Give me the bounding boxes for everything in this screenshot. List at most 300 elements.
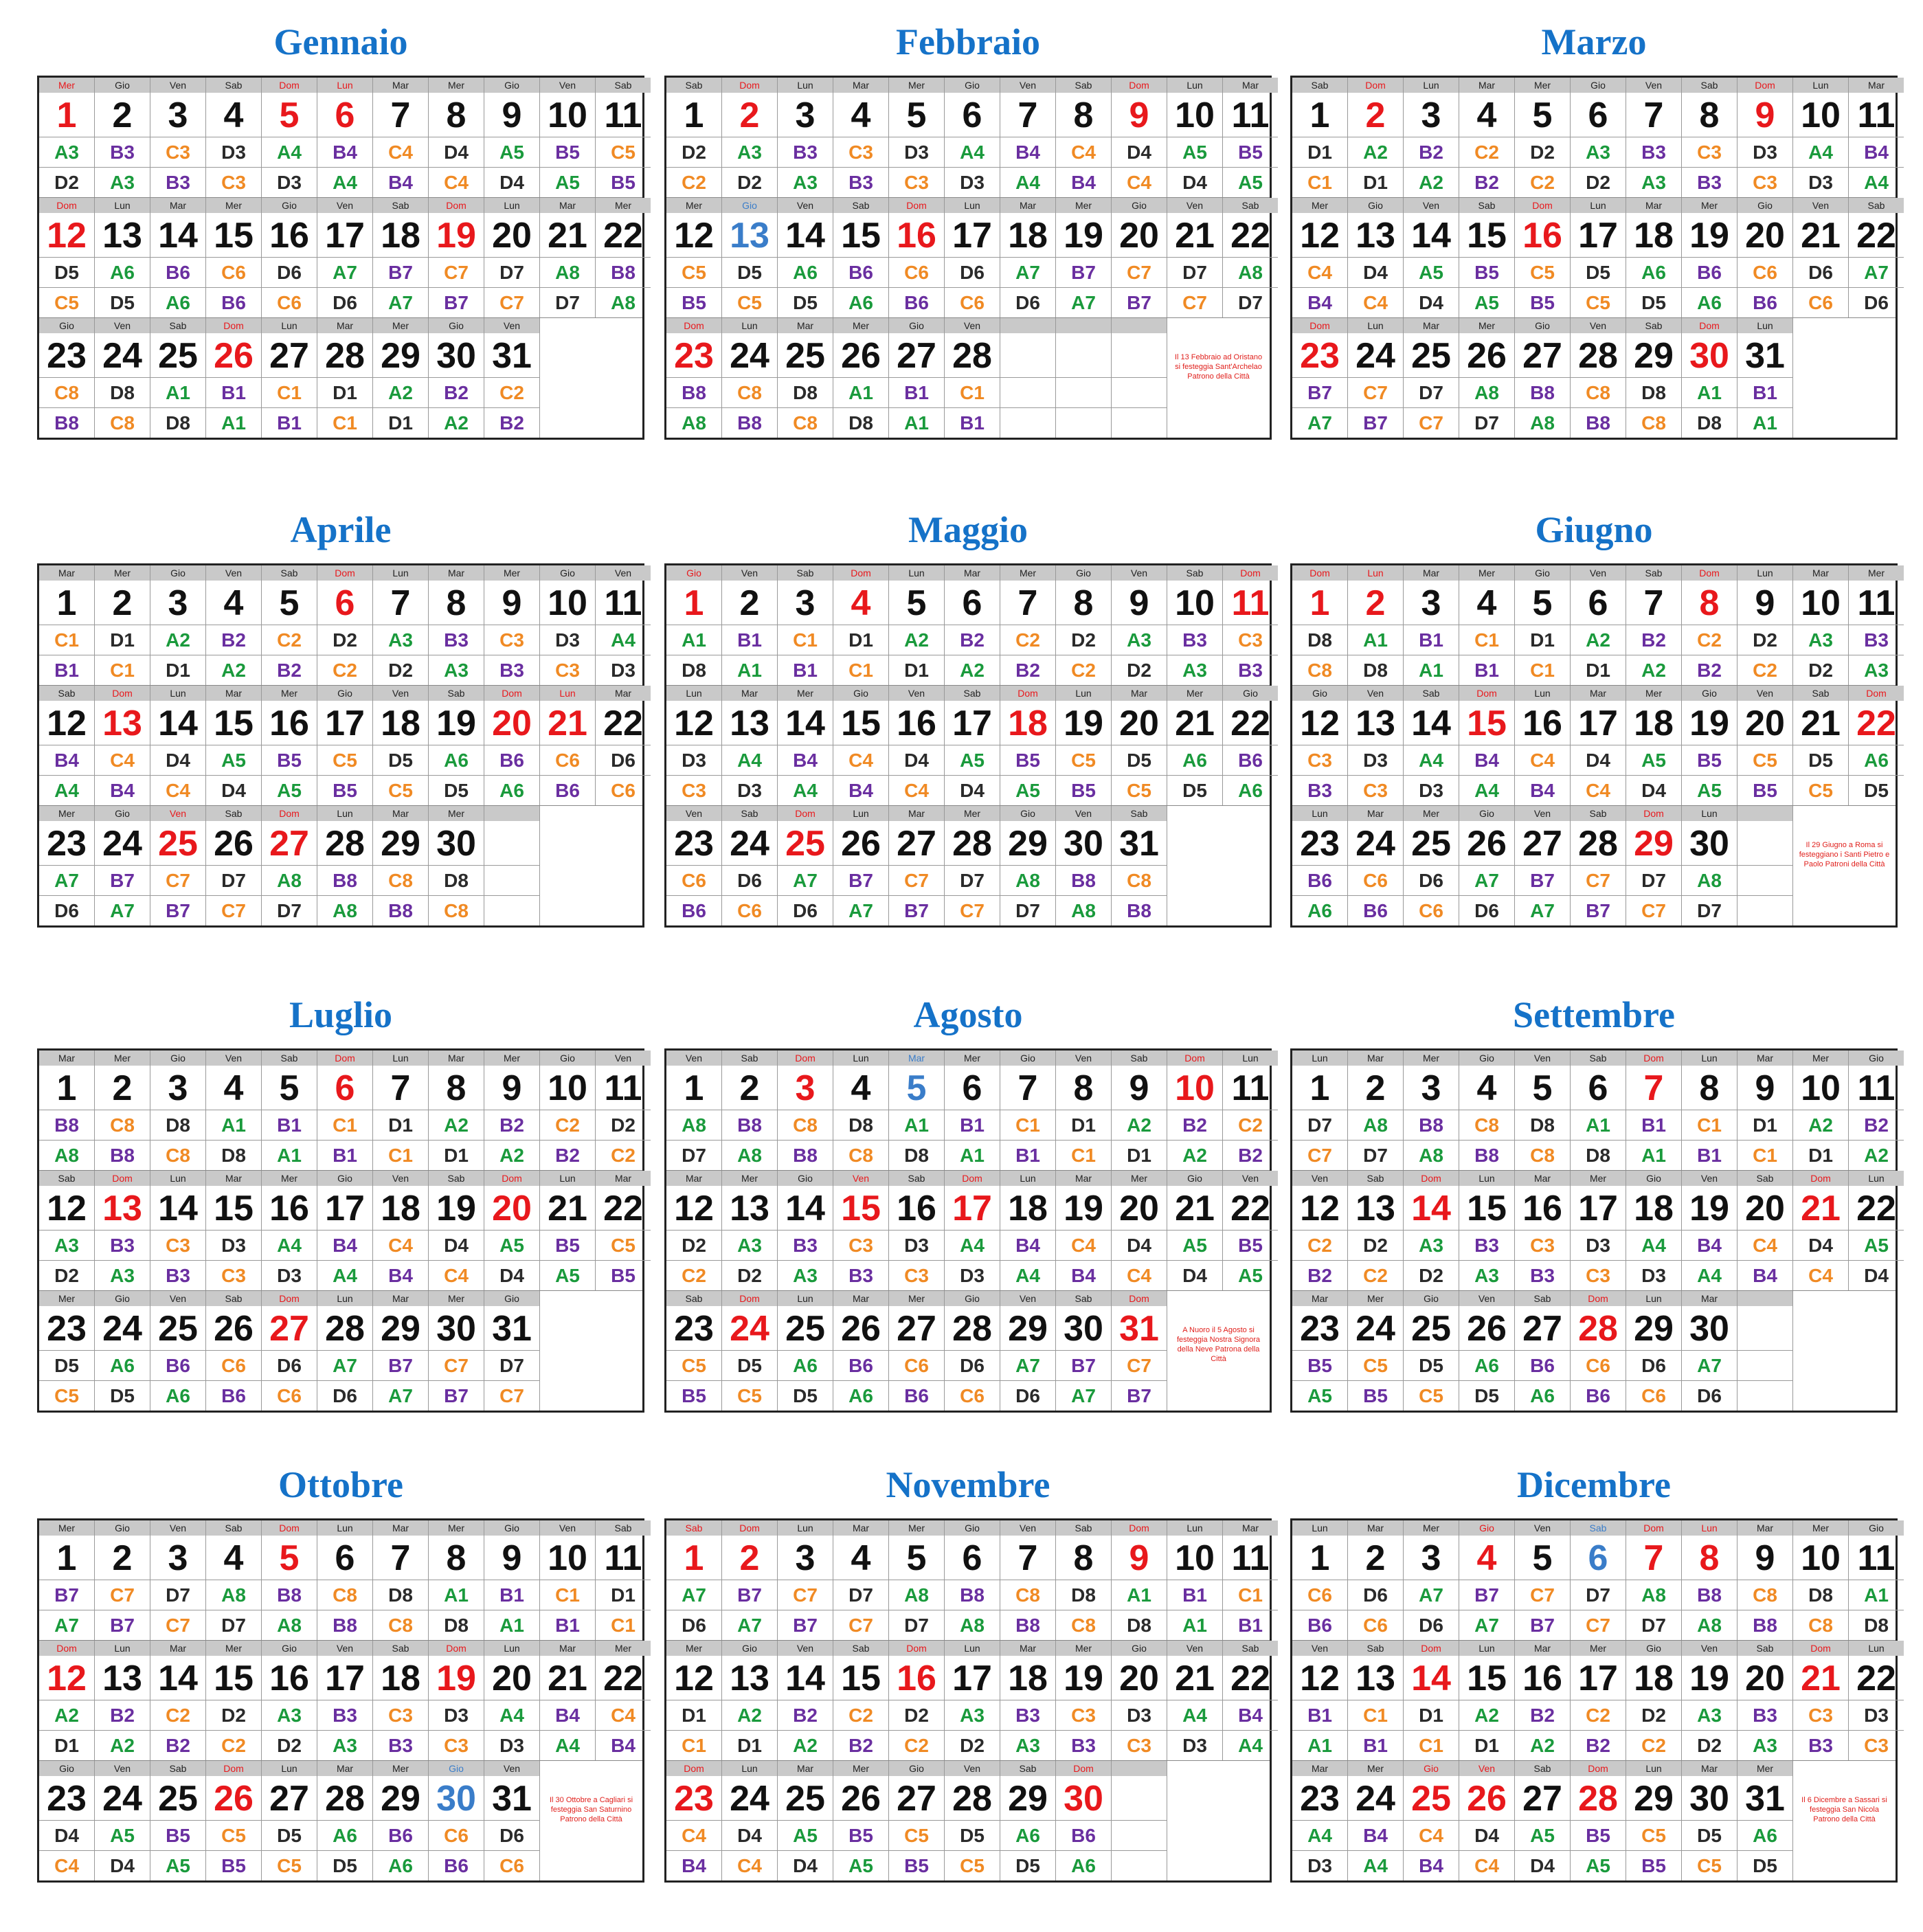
day-cell[interactable]: [205, 1520, 261, 1640]
day-cell[interactable]: [1681, 1520, 1737, 1640]
day-cell[interactable]: [1514, 1761, 1570, 1880]
day-cell[interactable]: [666, 1051, 721, 1170]
day-cell[interactable]: [94, 1641, 150, 1760]
day-cell[interactable]: [1000, 686, 1055, 805]
day-cell[interactable]: [721, 1051, 777, 1170]
day-cell[interactable]: [1167, 1051, 1222, 1170]
day-cell[interactable]: [721, 1761, 777, 1880]
day-cell[interactable]: [1737, 1051, 1792, 1170]
day-cell[interactable]: [539, 1520, 595, 1640]
day-cell[interactable]: [1000, 78, 1055, 197]
day-cell[interactable]: [1222, 1051, 1278, 1170]
day-cell[interactable]: [595, 198, 651, 317]
day-cell[interactable]: [944, 78, 1000, 197]
day-cell[interactable]: [1000, 1051, 1055, 1170]
day-cell[interactable]: [428, 1051, 484, 1170]
day-cell[interactable]: [428, 1761, 484, 1880]
day-cell[interactable]: [94, 565, 150, 685]
day-cell[interactable]: [261, 1641, 317, 1760]
day-cell[interactable]: [777, 1641, 833, 1760]
day-cell[interactable]: [39, 1761, 94, 1880]
day-cell[interactable]: [94, 78, 150, 197]
day-cell[interactable]: [833, 565, 888, 685]
day-cell[interactable]: [150, 198, 205, 317]
day-cell[interactable]: [1570, 1291, 1626, 1411]
day-cell[interactable]: [317, 1171, 372, 1290]
day-cell[interactable]: [1626, 1761, 1681, 1880]
day-cell[interactable]: [1347, 565, 1403, 685]
day-cell[interactable]: [1055, 686, 1111, 805]
day-cell[interactable]: [1792, 686, 1848, 805]
day-cell[interactable]: [1737, 1520, 1792, 1640]
day-cell[interactable]: [372, 318, 428, 438]
day-cell[interactable]: [150, 318, 205, 438]
day-cell[interactable]: [1514, 318, 1570, 438]
day-cell[interactable]: [1681, 318, 1737, 438]
day-cell[interactable]: [1848, 1171, 1904, 1290]
day-cell[interactable]: [1848, 198, 1904, 317]
day-cell[interactable]: [317, 78, 372, 197]
day-cell[interactable]: [1347, 806, 1403, 925]
day-cell[interactable]: [1055, 1171, 1111, 1290]
day-cell[interactable]: [484, 1641, 539, 1760]
day-cell[interactable]: [888, 1761, 944, 1880]
day-cell[interactable]: [1737, 198, 1792, 317]
day-cell[interactable]: [666, 1761, 721, 1880]
day-cell[interactable]: [1347, 318, 1403, 438]
day-cell[interactable]: [1167, 686, 1222, 805]
day-cell[interactable]: [1000, 1641, 1055, 1760]
day-cell[interactable]: [39, 1051, 94, 1170]
day-cell[interactable]: [1000, 806, 1055, 925]
day-cell[interactable]: [261, 806, 317, 925]
day-cell[interactable]: [428, 1520, 484, 1640]
day-cell[interactable]: [150, 1520, 205, 1640]
day-cell[interactable]: [1792, 1171, 1848, 1290]
day-cell[interactable]: [777, 198, 833, 317]
day-cell[interactable]: [1792, 1051, 1848, 1170]
day-cell[interactable]: [484, 1520, 539, 1640]
day-cell[interactable]: [1111, 1291, 1167, 1411]
day-cell[interactable]: [1292, 78, 1347, 197]
day-cell[interactable]: [1000, 1761, 1055, 1880]
day-cell[interactable]: [595, 565, 651, 685]
day-cell[interactable]: [944, 1761, 1000, 1880]
day-cell[interactable]: [1222, 1641, 1278, 1760]
day-cell[interactable]: [1737, 686, 1792, 805]
day-cell[interactable]: [1111, 806, 1167, 925]
day-cell[interactable]: [1737, 1171, 1792, 1290]
day-cell[interactable]: [1347, 686, 1403, 805]
day-cell[interactable]: [94, 1171, 150, 1290]
day-cell[interactable]: [888, 686, 944, 805]
day-cell[interactable]: [833, 806, 888, 925]
day-cell[interactable]: [1459, 1051, 1514, 1170]
day-cell[interactable]: [372, 1520, 428, 1640]
day-cell[interactable]: [1848, 78, 1904, 197]
day-cell[interactable]: [1737, 1761, 1792, 1880]
day-cell[interactable]: [1055, 1641, 1111, 1760]
day-cell[interactable]: [1848, 1520, 1904, 1640]
day-cell[interactable]: [94, 1761, 150, 1880]
day-cell[interactable]: [1848, 686, 1904, 805]
day-cell[interactable]: [317, 565, 372, 685]
day-cell[interactable]: [595, 1641, 651, 1760]
day-cell[interactable]: [1570, 806, 1626, 925]
day-cell[interactable]: [1626, 198, 1681, 317]
day-cell[interactable]: [94, 686, 150, 805]
day-cell[interactable]: [1570, 1641, 1626, 1760]
day-cell[interactable]: [721, 1291, 777, 1411]
day-cell[interactable]: [1222, 686, 1278, 805]
day-cell[interactable]: [1737, 318, 1792, 438]
day-cell[interactable]: [428, 318, 484, 438]
day-cell[interactable]: [833, 1291, 888, 1411]
day-cell[interactable]: [1403, 1641, 1459, 1760]
day-cell[interactable]: [1459, 1641, 1514, 1760]
day-cell[interactable]: [666, 1171, 721, 1290]
day-cell[interactable]: [888, 1520, 944, 1640]
day-cell[interactable]: [1570, 1761, 1626, 1880]
day-cell[interactable]: [1222, 1171, 1278, 1290]
day-cell[interactable]: [39, 1641, 94, 1760]
day-cell[interactable]: [1111, 1051, 1167, 1170]
day-cell[interactable]: [1848, 565, 1904, 685]
day-cell[interactable]: [1459, 78, 1514, 197]
day-cell[interactable]: [1514, 78, 1570, 197]
day-cell[interactable]: [205, 198, 261, 317]
day-cell[interactable]: [205, 565, 261, 685]
day-cell[interactable]: [39, 565, 94, 685]
day-cell[interactable]: [539, 565, 595, 685]
day-cell[interactable]: [1403, 1520, 1459, 1640]
day-cell[interactable]: [1292, 1520, 1347, 1640]
day-cell[interactable]: [1626, 1291, 1681, 1411]
day-cell[interactable]: [1570, 318, 1626, 438]
day-cell[interactable]: [1514, 686, 1570, 805]
day-cell[interactable]: [1681, 78, 1737, 197]
day-cell[interactable]: [944, 198, 1000, 317]
day-cell[interactable]: [1514, 198, 1570, 317]
day-cell[interactable]: [1848, 1641, 1904, 1760]
day-cell[interactable]: [1570, 686, 1626, 805]
day-cell[interactable]: [721, 1641, 777, 1760]
day-cell[interactable]: [777, 806, 833, 925]
day-cell[interactable]: [1681, 1641, 1737, 1760]
day-cell[interactable]: [1459, 565, 1514, 685]
day-cell[interactable]: [428, 1171, 484, 1290]
day-cell[interactable]: [261, 1171, 317, 1290]
day-cell[interactable]: [317, 1520, 372, 1640]
day-cell[interactable]: [1626, 565, 1681, 685]
day-cell[interactable]: [1514, 1171, 1570, 1290]
day-cell[interactable]: [39, 1171, 94, 1290]
day-cell[interactable]: [1626, 686, 1681, 805]
day-cell[interactable]: [1403, 1051, 1459, 1170]
day-cell[interactable]: [428, 1291, 484, 1411]
day-cell[interactable]: [539, 1641, 595, 1760]
day-cell[interactable]: [1681, 1761, 1737, 1880]
day-cell[interactable]: [888, 1641, 944, 1760]
day-cell[interactable]: [1792, 1641, 1848, 1760]
day-cell[interactable]: [539, 686, 595, 805]
day-cell[interactable]: [539, 1171, 595, 1290]
day-cell[interactable]: [261, 1051, 317, 1170]
day-cell[interactable]: [1681, 565, 1737, 685]
day-cell[interactable]: [1737, 1641, 1792, 1760]
day-cell[interactable]: [1292, 1171, 1347, 1290]
day-cell[interactable]: [261, 686, 317, 805]
day-cell[interactable]: [372, 806, 428, 925]
day-cell[interactable]: [261, 198, 317, 317]
day-cell[interactable]: [1681, 806, 1737, 925]
day-cell[interactable]: [1111, 1641, 1167, 1760]
day-cell[interactable]: [372, 1291, 428, 1411]
day-cell[interactable]: [1403, 806, 1459, 925]
day-cell[interactable]: [1111, 565, 1167, 685]
day-cell[interactable]: [317, 318, 372, 438]
day-cell[interactable]: [1681, 1051, 1737, 1170]
day-cell[interactable]: [1292, 1291, 1347, 1411]
day-cell[interactable]: [317, 198, 372, 317]
day-cell[interactable]: [777, 565, 833, 685]
day-cell[interactable]: [1514, 806, 1570, 925]
day-cell[interactable]: [205, 1761, 261, 1880]
day-cell[interactable]: [666, 1641, 721, 1760]
day-cell[interactable]: [1347, 1520, 1403, 1640]
day-cell[interactable]: [666, 806, 721, 925]
day-cell[interactable]: [428, 806, 484, 925]
day-cell[interactable]: [1848, 1051, 1904, 1170]
day-cell[interactable]: [1459, 1291, 1514, 1411]
day-cell[interactable]: [1000, 1520, 1055, 1640]
day-cell[interactable]: [261, 1520, 317, 1640]
day-cell[interactable]: [1292, 565, 1347, 685]
day-cell[interactable]: [372, 686, 428, 805]
day-cell[interactable]: [539, 78, 595, 197]
day-cell[interactable]: [888, 1051, 944, 1170]
day-cell[interactable]: [1514, 565, 1570, 685]
day-cell[interactable]: [372, 565, 428, 685]
day-cell[interactable]: [484, 565, 539, 685]
day-cell[interactable]: [317, 686, 372, 805]
day-cell[interactable]: [1792, 1520, 1848, 1640]
day-cell[interactable]: [205, 806, 261, 925]
day-cell[interactable]: [1347, 78, 1403, 197]
day-cell[interactable]: [205, 78, 261, 197]
day-cell[interactable]: [944, 1641, 1000, 1760]
day-cell[interactable]: [1681, 1291, 1737, 1411]
day-cell[interactable]: [833, 198, 888, 317]
day-cell[interactable]: [833, 686, 888, 805]
day-cell[interactable]: [372, 1051, 428, 1170]
day-cell[interactable]: [150, 1291, 205, 1411]
day-cell[interactable]: [666, 565, 721, 685]
day-cell[interactable]: [205, 686, 261, 805]
day-cell[interactable]: [777, 1171, 833, 1290]
day-cell[interactable]: [944, 565, 1000, 685]
day-cell[interactable]: [944, 1291, 1000, 1411]
day-cell[interactable]: [150, 1171, 205, 1290]
day-cell[interactable]: [39, 318, 94, 438]
day-cell[interactable]: [150, 1051, 205, 1170]
day-cell[interactable]: [1222, 565, 1278, 685]
day-cell[interactable]: [777, 686, 833, 805]
day-cell[interactable]: [317, 1291, 372, 1411]
day-cell[interactable]: [1403, 565, 1459, 685]
day-cell[interactable]: [1403, 1291, 1459, 1411]
day-cell[interactable]: [721, 565, 777, 685]
day-cell[interactable]: [833, 1761, 888, 1880]
day-cell[interactable]: [1792, 565, 1848, 685]
day-cell[interactable]: [721, 686, 777, 805]
day-cell[interactable]: [666, 318, 721, 438]
day-cell[interactable]: [1292, 1761, 1347, 1880]
day-cell[interactable]: [1055, 806, 1111, 925]
day-cell[interactable]: [484, 198, 539, 317]
day-cell[interactable]: [1737, 78, 1792, 197]
day-cell[interactable]: [150, 1641, 205, 1760]
day-cell[interactable]: [888, 806, 944, 925]
day-cell[interactable]: [1222, 1520, 1278, 1640]
day-cell[interactable]: [721, 806, 777, 925]
day-cell[interactable]: [1111, 1171, 1167, 1290]
day-cell[interactable]: [94, 198, 150, 317]
day-cell[interactable]: [1055, 1761, 1111, 1880]
day-cell[interactable]: [1514, 1051, 1570, 1170]
day-cell[interactable]: [539, 1051, 595, 1170]
day-cell[interactable]: [1055, 565, 1111, 685]
day-cell[interactable]: [1167, 1520, 1222, 1640]
day-cell[interactable]: [1459, 686, 1514, 805]
day-cell[interactable]: [150, 686, 205, 805]
day-cell[interactable]: [721, 1520, 777, 1640]
day-cell[interactable]: [777, 78, 833, 197]
day-cell[interactable]: [888, 318, 944, 438]
day-cell[interactable]: [372, 1171, 428, 1290]
day-cell[interactable]: [205, 1171, 261, 1290]
day-cell[interactable]: [317, 806, 372, 925]
day-cell[interactable]: [1459, 806, 1514, 925]
day-cell[interactable]: [888, 1171, 944, 1290]
day-cell[interactable]: [428, 1641, 484, 1760]
day-cell[interactable]: [372, 198, 428, 317]
day-cell[interactable]: [777, 318, 833, 438]
day-cell[interactable]: [1222, 78, 1278, 197]
day-cell[interactable]: [721, 198, 777, 317]
day-cell[interactable]: [1570, 78, 1626, 197]
day-cell[interactable]: [1459, 1171, 1514, 1290]
day-cell[interactable]: [721, 1171, 777, 1290]
day-cell[interactable]: [1347, 1641, 1403, 1760]
day-cell[interactable]: [39, 686, 94, 805]
day-cell[interactable]: [1055, 1051, 1111, 1170]
day-cell[interactable]: [1403, 1761, 1459, 1880]
day-cell[interactable]: [777, 1520, 833, 1640]
day-cell[interactable]: [1000, 1171, 1055, 1290]
day-cell[interactable]: [428, 198, 484, 317]
day-cell[interactable]: [1681, 686, 1737, 805]
day-cell[interactable]: [595, 1051, 651, 1170]
day-cell[interactable]: [1292, 318, 1347, 438]
day-cell[interactable]: [1626, 318, 1681, 438]
day-cell[interactable]: [1403, 198, 1459, 317]
day-cell[interactable]: [1111, 686, 1167, 805]
day-cell[interactable]: [1626, 1171, 1681, 1290]
day-cell[interactable]: [1000, 1291, 1055, 1411]
day-cell[interactable]: [1626, 1520, 1681, 1640]
day-cell[interactable]: [428, 686, 484, 805]
day-cell[interactable]: [1347, 1051, 1403, 1170]
day-cell[interactable]: [1167, 198, 1222, 317]
day-cell[interactable]: [721, 78, 777, 197]
day-cell[interactable]: [1681, 1171, 1737, 1290]
day-cell[interactable]: [1055, 1291, 1111, 1411]
day-cell[interactable]: [1570, 565, 1626, 685]
day-cell[interactable]: [1292, 1641, 1347, 1760]
day-cell[interactable]: [833, 1641, 888, 1760]
day-cell[interactable]: [1403, 78, 1459, 197]
day-cell[interactable]: [666, 686, 721, 805]
day-cell[interactable]: [484, 1761, 539, 1880]
day-cell[interactable]: [261, 1761, 317, 1880]
day-cell[interactable]: [372, 78, 428, 197]
day-cell[interactable]: [39, 1291, 94, 1411]
day-cell[interactable]: [372, 1761, 428, 1880]
day-cell[interactable]: [539, 198, 595, 317]
day-cell[interactable]: [317, 1761, 372, 1880]
day-cell[interactable]: [1626, 806, 1681, 925]
day-cell[interactable]: [205, 1641, 261, 1760]
day-cell[interactable]: [484, 1051, 539, 1170]
day-cell[interactable]: [150, 78, 205, 197]
day-cell[interactable]: [1167, 1641, 1222, 1760]
day-cell[interactable]: [595, 1520, 651, 1640]
day-cell[interactable]: [372, 1641, 428, 1760]
day-cell[interactable]: [1403, 686, 1459, 805]
day-cell[interactable]: [944, 1051, 1000, 1170]
day-cell[interactable]: [1055, 198, 1111, 317]
day-cell[interactable]: [1347, 1171, 1403, 1290]
day-cell[interactable]: [1292, 1051, 1347, 1170]
day-cell[interactable]: [261, 1291, 317, 1411]
day-cell[interactable]: [1626, 1051, 1681, 1170]
day-cell[interactable]: [777, 1761, 833, 1880]
day-cell[interactable]: [888, 1291, 944, 1411]
day-cell[interactable]: [833, 78, 888, 197]
day-cell[interactable]: [1459, 1761, 1514, 1880]
day-cell[interactable]: [1737, 565, 1792, 685]
day-cell[interactable]: [484, 686, 539, 805]
day-cell[interactable]: [888, 198, 944, 317]
day-cell[interactable]: [261, 78, 317, 197]
day-cell[interactable]: [944, 806, 1000, 925]
day-cell[interactable]: [1000, 198, 1055, 317]
day-cell[interactable]: [205, 1291, 261, 1411]
day-cell[interactable]: [261, 565, 317, 685]
day-cell[interactable]: [666, 1291, 721, 1411]
day-cell[interactable]: [150, 806, 205, 925]
day-cell[interactable]: [39, 1520, 94, 1640]
day-cell[interactable]: [94, 806, 150, 925]
day-cell[interactable]: [944, 318, 1000, 438]
day-cell[interactable]: [833, 1051, 888, 1170]
day-cell[interactable]: [1111, 78, 1167, 197]
day-cell[interactable]: [833, 1520, 888, 1640]
day-cell[interactable]: [595, 686, 651, 805]
day-cell[interactable]: [1626, 78, 1681, 197]
day-cell[interactable]: [94, 1051, 150, 1170]
